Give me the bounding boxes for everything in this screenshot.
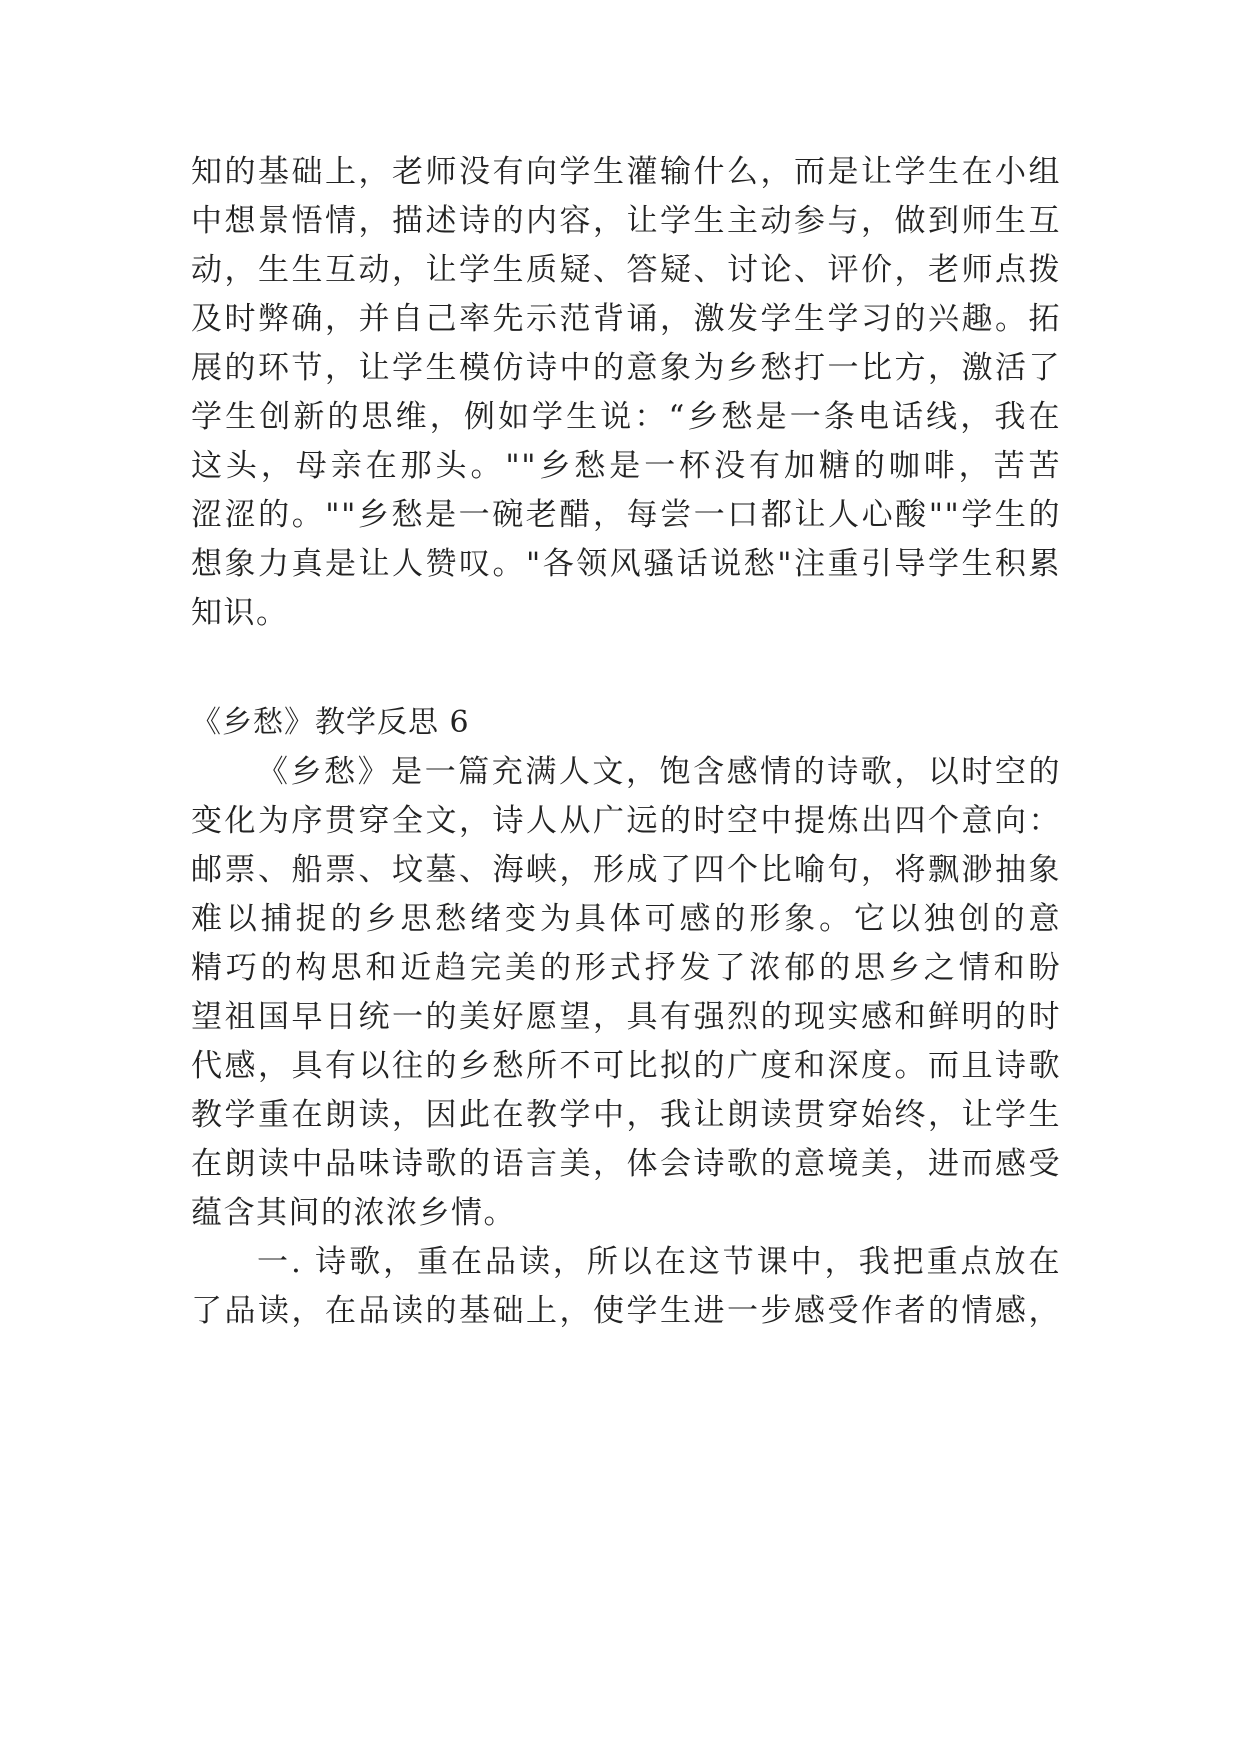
para1-line-5: 展的环节，让学生模仿诗中的意象为乡愁打一比方，激活了 <box>191 350 1061 386</box>
para1-line-6: 学生创新的思维，例如学生说：“乡愁是一条电话线，我在 <box>191 399 1061 435</box>
para1-line-2: 中想景悟情，描述诗的内容，让学生主动参与，做到师生互 <box>191 203 1061 239</box>
para3-line-2: 了品读，在品读的基础上，使学生进一步感受作者的情感， <box>191 1293 1061 1329</box>
para1-line-9: 想象力真是让人赞叹。"各领风骚话说愁"注重引导学生积累 <box>191 546 1061 582</box>
para2-line-4: 难以捕捉的乡思愁绪变为具体可感的形象。它以独创的意 <box>191 901 1061 937</box>
para1-line-8: 涩涩的。""乡愁是一碗老醋，每尝一口都让人心酸""学生的 <box>191 497 1061 533</box>
para2-line-6: 望祖国早日统一的美好愿望，具有强烈的现实感和鲜明的时 <box>191 999 1061 1035</box>
para2-line-3: 邮票、船票、坟墓、海峡，形成了四个比喻句，将飘渺抽象 <box>191 852 1061 888</box>
para2-line-2: 变化为序贯穿全文，诗人从广远的时空中提炼出四个意向： <box>191 803 1061 839</box>
para2-line-9: 在朗读中品味诗歌的语言美，体会诗歌的意境美，进而感受 <box>191 1146 1061 1182</box>
para1-line-1: 知的基础上，老师没有向学生灌输什么，而是让学生在小组 <box>191 154 1061 190</box>
para2-line-5: 精巧的构思和近趋完美的形式抒发了浓郁的思乡之情和盼 <box>191 950 1061 986</box>
para3-line-1: 一. 诗歌，重在品读，所以在这节课中，我把重点放在 <box>257 1244 1061 1280</box>
section-heading: 《乡愁》教学反思 6 <box>191 705 470 740</box>
para2-line-8: 教学重在朗读，因此在教学中，我让朗读贯穿始终，让学生 <box>191 1097 1061 1133</box>
para1-line-3: 动，生生互动，让学生质疑、答疑、讨论、评价，老师点拨 <box>191 252 1061 288</box>
para1-line-4: 及时弊确，并自己率先示范背诵，激发学生学习的兴趣。拓 <box>191 301 1061 337</box>
para2-line-7: 代感，具有以往的乡愁所不可比拟的广度和深度。而且诗歌 <box>191 1048 1061 1084</box>
para1-line-10: 知识。 <box>191 595 289 631</box>
para2-line-1: 《乡愁》是一篇充满人文，饱含感情的诗歌，以时空的 <box>257 754 1061 790</box>
para1-line-7: 这头，母亲在那头。""乡愁是一杯没有加糖的咖啡，苦苦 <box>191 448 1061 484</box>
para2-line-10: 蕴含其间的浓浓乡情。 <box>191 1195 516 1231</box>
